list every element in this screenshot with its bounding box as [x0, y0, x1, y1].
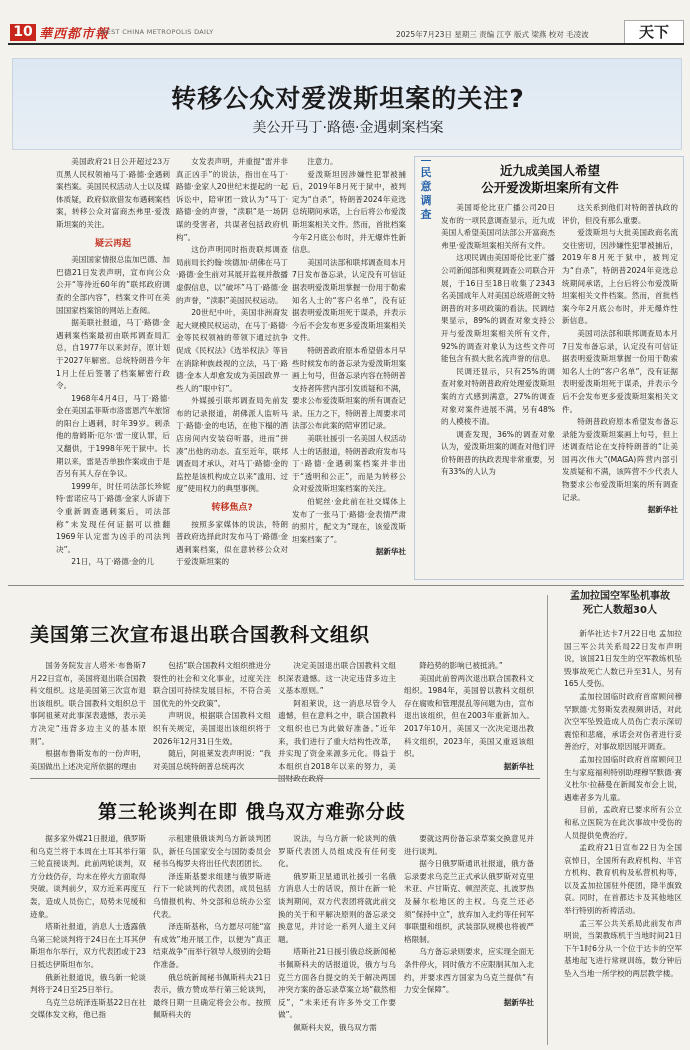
paragraph: 女发表声明，并重提“雷并非真正凶手”的说法，指出在马丁·路德·金家人20世纪末提起的一起诉讼中，陪审团一致认为“马丁·路德·金的声誉，“渎职”是一场阴谋的受害者，共谋者包括政府机构”。 [176, 157, 288, 242]
crash-headline [556, 590, 684, 618]
paragraph: 特朗普政府原本希望发布备忘录能为爱泼斯坦案画上句号，但上述调查结论在支持特朗普的“让美国再次伟大”(MAGA)阵营内部引发质疑和不满，该阵营不少代表人物要求公布爱泼斯坦案的所有调查记录。 [562, 417, 678, 502]
paragraph: 佩斯科夫说，俄乌双方需 [293, 1022, 377, 1032]
crash-col [564, 628, 682, 1045]
paragraph: 示租建俄俄谈判乌方新谈判团队，新任乌国家安全与国防委员会秘书乌梅罗夫将出任代表团团长。 [153, 834, 271, 869]
talks-headline: 第三轮谈判在即 俄乌双方难弥分歧 [98, 801, 406, 823]
paragraph: 塔斯社报道，消息人士透露俄乌第三轮谈判将于24日在土耳其伊斯坦布尔举行，双方代表团或于23日抵达伊斯坦布尔。 [30, 922, 146, 969]
brand-english: WEST CHINA METROPOLIS DAILY [100, 28, 214, 36]
paragraph: 泽连斯基要求组建与俄罗斯进行下一轮谈判的代表团，成员包括乌情报机构、外交部和总统办公室代表。 [153, 871, 271, 919]
story1-subhead1: 疑云再起 [94, 238, 131, 249]
paragraph: 这关系到他们对特朗普执政的评价，但没有那么重要。 [562, 203, 678, 225]
paragraph: 据今日俄罗斯通讯社报道，俄方备忘录要求乌克兰正式承认俄罗斯对克里米亚、卢甘斯克、顿涅茨克、扎波罗热及赫尔松地区的主权。乌克兰还必须“保持中立”，放弃加入北约等任何军事联盟和组织，武装部队规模也将被严格限制。 [404, 859, 534, 944]
page-number: 10 [10, 24, 36, 41]
paragraph: 美国国家情报总监加巴德、加巴德21日发表声明，宣布向公众公开“等待近60年的”联邦政府调查的全部内容”，档案文件可在美国国家档案馆的网站上查阅。 [56, 255, 170, 315]
story1-col2 [176, 156, 288, 580]
paragraph: 据多家外媒21日报道，俄罗斯和乌克兰将于本周在土耳其举行第三轮直接谈判。此前两轮谈判，双方分歧仍存，均未在停火方面取得突破。谈判前夕，双方近来再度互轰，造成人员伤亡，局势未见缓和迹象。 [30, 834, 146, 919]
poll-col2 [562, 202, 678, 576]
paragraph: 目前，孟政府已要求所有公立和私立医院为在此次事故中受伤的人员提供免费治疗。 [564, 805, 682, 840]
paragraph: 国务务院发言人塔米·布鲁斯7月22日宣布，美国将退出联合国教科文组织。这是美国第三次宣布退出该组织。联合国教科文组织总干事阿祖莱对此事深表遗憾，表示美方决定“违背多边主义的基本原则”。 [30, 661, 146, 746]
paragraph: 声明说，根据联合国教科文组织有关规定，美国退出该组织将于2026年12月31日生效。 [153, 711, 271, 746]
paragraph: 外媒援引联邦调查局先前发布的记录报道，胡佛派人监听马丁·路德·金的电话，在他下榻的酒店房间内安装窃听器，进而“拼凑”出他的动态。直至近年，联邦调查局才承认，对马丁·路德·金的监控是该机构成立以来“滥用、过度”使用权力的典型事例。 [176, 396, 288, 494]
paragraph: 1999年，时任司法部长珍妮特·雷诺应马丁·路德·金家人诉请下令重新调查遇刺案后，司法部称“未发现任何证据可以推翻1969年认定雷为凶手的司法判决”。 [56, 481, 170, 554]
paragraph: 阿祖莱说，这一消息尽管令人遗憾，但在意料之中，联合国教科文组织也已为此做好准备。”近年来，我们进行了重大结构性改革，并实现了资金来源多元化。得益于本组织自2018年以来的努力，美 [278, 698, 396, 771]
story1-source: 据新华社 [375, 547, 406, 557]
paragraph: 乌克兰总统泽连斯基22日在社交媒体发文称，他已指 [30, 997, 146, 1020]
paragraph: 塔斯社21日援引俄总统新闻秘书佩斯科夫的话报道说，俄方与乌克兰方面各自提交的关于解决两国冲突方案的备忘录草案立场“截然相反”，“未来还有许多外交工作要做”。 [278, 947, 396, 1020]
page-header [0, 0, 690, 44]
paragraph: 新华社达卡7月22日电 孟加拉国三军公共关系局22日发布声明说，该国21日发生的空军教练机坠毁事故死亡人数已升至31人，另有165人受伤。 [564, 629, 682, 689]
poll-source: 据新华社 [647, 505, 678, 515]
poll-headline-line1: 近九成美国人希望 [499, 163, 600, 178]
talks-col1 [30, 833, 146, 1045]
paragraph: 美国司法部和联邦调查局本月7日发布备忘录，认定没有可信证据表明爱泼斯坦掌握一份用于勒索知名人士的“客户名单”，没有证据表明爱泼斯坦死于谋杀，并表示今后不会发布更多爱泼斯坦案相关文件。 [562, 328, 678, 414]
talks-col4 [404, 833, 534, 1045]
paragraph: 按照多家媒体的说法，特朗普政府选择此时发布马丁·路德·金遇刺案档案，似在意转移公众对于爱泼斯坦案的 [176, 519, 288, 567]
paragraph: 伯妮丝·金此前在社交媒体上发布了一张马丁·路德·金表情严肃的照片，配文为“现在，该爱泼斯坦案档案了”。 [292, 497, 406, 544]
paragraph: 美国司法部和联邦调查局本月7日发布备忘录，认定没有可信证据表明爱泼斯坦掌握一份用于勒索知名人士的“客户名单”，没有证据表明爱泼斯坦死于谋杀，并表示今后不会发布更多爱泼斯坦案相关文件。 [292, 257, 406, 343]
paragraph: 要就这两份备忘录草案交换意见并进行谈判。 [404, 834, 534, 856]
paragraph: 这项民调由美国哥伦比亚广播公司新闻部和舆观调查公司联合开展，于16日至18日收集了2343名美国成年人对美国总统塔朗文特朗普的对多项政策的看法。民调结果显示，89%的调查对象支持公开与爱泼斯坦案相关所有文件，92%的调查对象认为这些文件可能包含有损大批名流声誉的信息。 [441, 253, 555, 364]
paragraph: 爱泼斯坦因涉嫌性犯罪被捕后，2019年8月死于狱中，被判定为“自杀”，特朗普2024年竞选总统期间承诺，上台后将公布爱泼斯坦案相关文件。然而，首批档案今年2月底公布时，并无爆炸性新信息。 [292, 169, 406, 255]
paragraph: 20世纪中叶，美国非洲裔发起大规模民权运动，在马丁·路德·金等民权领袖的带领下通过抗争促成《民权法》《选举权法》等旨在消除种族歧视的立法，马丁·路德·金本人却愈发成为美国政界一些人的“眼中钉”。 [176, 308, 288, 393]
banner [12, 58, 682, 150]
paragraph: 孟加拉国临时政府首席顾问穆罕默德·尤努斯发表视频讲话，对此次空军坠毁造成人员伤亡表示深切震惊和悲痛，承诺会对伤者进行妥善治疗，对事故原因展开调查。 [564, 691, 682, 752]
paragraph: 决定美国退出联合国教科文组织深表遗憾。这一决定违背多边主义基本原则。” [278, 661, 396, 696]
paragraph: 据美联社报道，马丁·路德·金遇刺案档案最初由联邦调查局汇总，自1977年以来封存，原计划于2027年解密。总统特朗普今年1月上任后签署了档案解密行政令。 [56, 318, 170, 391]
section-rule [8, 585, 684, 586]
poll-label-rule [421, 160, 431, 161]
paragraph: 俄罗斯卫星通讯社援引一名俄方消息人士的话说，预计在新一轮谈判期间，双方代表团将就此前交换的关于和平解决原则的备忘录交换意见，并讨论一系列人道主义问题。 [278, 871, 396, 944]
crash-headline-line1: 孟加拉国空军坠机事故 [570, 591, 670, 602]
story1-col3 [292, 156, 406, 580]
paragraph: 美国此前曾两次退出联合国教科文组织。1984年，美国曾以教科文组织存在腐败和管理混乱等问题为由，宣布退出该组织，但在2003年重新加入。2017年10月，美国又一次决定退出教科文组织，2023年，美国又重返该组织。 [404, 673, 534, 759]
section-tag: 天下 [624, 20, 684, 44]
paragraph: 21日，马丁·路德·金的儿 [71, 557, 155, 567]
talks-col3 [278, 833, 396, 1045]
paragraph: 调查发现，36%的调查对象认为，爱泼斯坦案的调查对他们评价特朗普的执政表现非常重要，另有33%的人认为 [441, 429, 555, 477]
paragraph: 特朗普政府原本希望借本月早些时候发布的备忘录为爱泼斯坦案画上句号，但备忘录内容在特朗普支持者阵营内部引发质疑和不满，要求公布爱泼斯坦案的所有调查记录。压力之下，特朗普上周要求司法部公布此案的陪审团记录。 [292, 345, 406, 431]
paragraph: 这份声明同时指责联邦调查局前局长约翰·埃德加·胡佛在马丁·路德·金生前对其展开监视并散播虚假信息，以“破坏”马丁·路德·金的声誉，“渎职”美国民权运动。 [176, 245, 288, 305]
paragraph: 包括“联合国教科文组织推进分裂性的社会和文化事业，过度关注联合国可持续发展目标，不符合美国优先的外交政策”。 [153, 661, 271, 708]
poll-col1 [441, 202, 555, 576]
paragraph: 说法，与乌方新一轮谈判的俄罗斯代表团人员组成没有任何变化。 [278, 834, 396, 869]
unesco-source: 据新华社 [503, 761, 534, 771]
paragraph: 爱泼斯坦与大批美国政商名流交往密切，因涉嫌性犯罪被捕后，2019年8月死于狱中，被判定为“自杀”，特朗普2024年竞选总统期间承诺，上台后将公布爱泼斯坦案相关文件档案。然而，首批档案今年2月底公布时，并无爆炸性新信息。 [562, 228, 678, 326]
paragraph: 降趋势的影响已被抵消。” [419, 661, 503, 670]
paragraph: 随后，阿祖莱发表声明说：“我对美国总统特朗普总统再次 [153, 749, 271, 771]
story1-intro: 美国政府21日公开超过23万页黑人民权领袖马丁·路德·金遇刺案档案。美国民权活动人士以及媒体质疑，政府似欲借发布遇刺案档案，转移公众对富商杰弗里·爱泼斯坦案的关注。 [56, 157, 170, 229]
main-headline: 转移公众对爱泼斯坦案的关注? [171, 84, 525, 113]
paragraph: 乌方备忘录则要求，应实现全面无条件停火，同时俄方不应限制其加入北约，并要求西方国家为乌克兰提供“有力安全保障”。 [404, 947, 534, 995]
story1-col1 [56, 156, 170, 580]
brand-logo: 華西都市報 [39, 27, 110, 42]
crash-headline-line2: 死亡人数超30人 [583, 605, 657, 616]
paragraph: 注意力。 [307, 157, 338, 166]
talks-col2 [153, 833, 271, 1045]
unesco-headline: 美国第三次宣布退出联合国教科文组织 [30, 624, 371, 646]
unesco-col3 [278, 660, 396, 770]
paragraph: 孟政府21日宣布22日为全国哀悼日，全国所有政府机构、半官方机构、教育机构及私营机构等，以及孟加拉国驻外使团，降半旗致哀。同时，在首都达卡及其他地区举行特别的祈祷活动。 [564, 843, 682, 916]
paragraph: 俄总统新闻秘书佩斯科夫21日表示，俄方赞成举行第三轮谈判，最终日期一旦确定将会公布。按照佩斯科夫的 [153, 972, 271, 1020]
unesco-col2 [153, 660, 271, 770]
poll-headline-line2: 公开爱泼斯坦案所有文件 [481, 180, 619, 195]
paragraph: 民调还显示，只有25%的调查对象对特朗普政府处理爱泼斯坦案的方式感到满意，27%的调查对象对案件进展不满，另有48%的人模棱不清。 [441, 366, 555, 427]
main-subheadline: 美公开马丁·路德·金遇刺案档案 [252, 120, 444, 136]
section-rule [30, 778, 540, 779]
paragraph: 美国哥伦比亚广播公司20日发布的一项民意调查显示，近九成美国人希望美国司法部公开富商杰弗里·爱泼斯坦案相关所有文件。 [441, 203, 555, 250]
talks-source: 据新华社 [503, 997, 534, 1007]
paragraph: 根据布鲁斯发布的一份声明，美国做出上述决定所依据的理由 [30, 749, 146, 771]
column-rule [547, 595, 548, 1045]
paragraph: 美联社援引一名美国人权活动人士的话报道，特朗普政府发布马丁·路德·金遇刺案档案并非出于“透明和公正”，而是为转移公众对爱泼斯坦案档案的关注。 [292, 434, 406, 494]
paragraph: 俄新社报道说，俄乌新一轮谈判将于24日至25日举行。 [30, 972, 146, 995]
header-rule [8, 43, 684, 45]
poll-label: 民意调查 [420, 166, 432, 221]
unesco-col1 [30, 660, 146, 770]
paragraph: 孟加拉国临时政府首席顾问卫生与家庭福利特别助理穆罕默德·赛义杜尔·拉赫曼在新闻发布会上说，遇难者多为儿童。 [564, 754, 682, 802]
unesco-col4 [404, 660, 534, 770]
paragraph: 孟三军公共关系局此前发布声明说，当架教练机于当地时间21日下午1时6分从一个位于达卡的空军基地起飞进行常规训练，数分钟后坠入当地一所学校的两层教学楼。 [564, 918, 682, 979]
paragraph: 1968年4月4日，马丁·路德·金在美国孟菲斯市洛雷恩汽车旅馆的阳台上遇刺，时年39岁。刺杀他的詹姆斯·厄尔·雷一度认罪，后又翻供，于1998年死于狱中。长期以来，雷是否单独作案或由于是否另有其人存在争议。 [56, 393, 170, 479]
header-info: 2025年7月23日 星期三 责编 江亨 版式 梁燕 校对 毛凌波 [396, 30, 589, 39]
story1-subhead2: 转移焦点? [211, 503, 253, 514]
poll-headline [440, 162, 660, 196]
paragraph: 泽连斯基称，乌方愿尽可能“富有成效”地开展工作，以便为“真正结束战争”而举行领导人级别的会晤作准备。 [153, 922, 271, 969]
